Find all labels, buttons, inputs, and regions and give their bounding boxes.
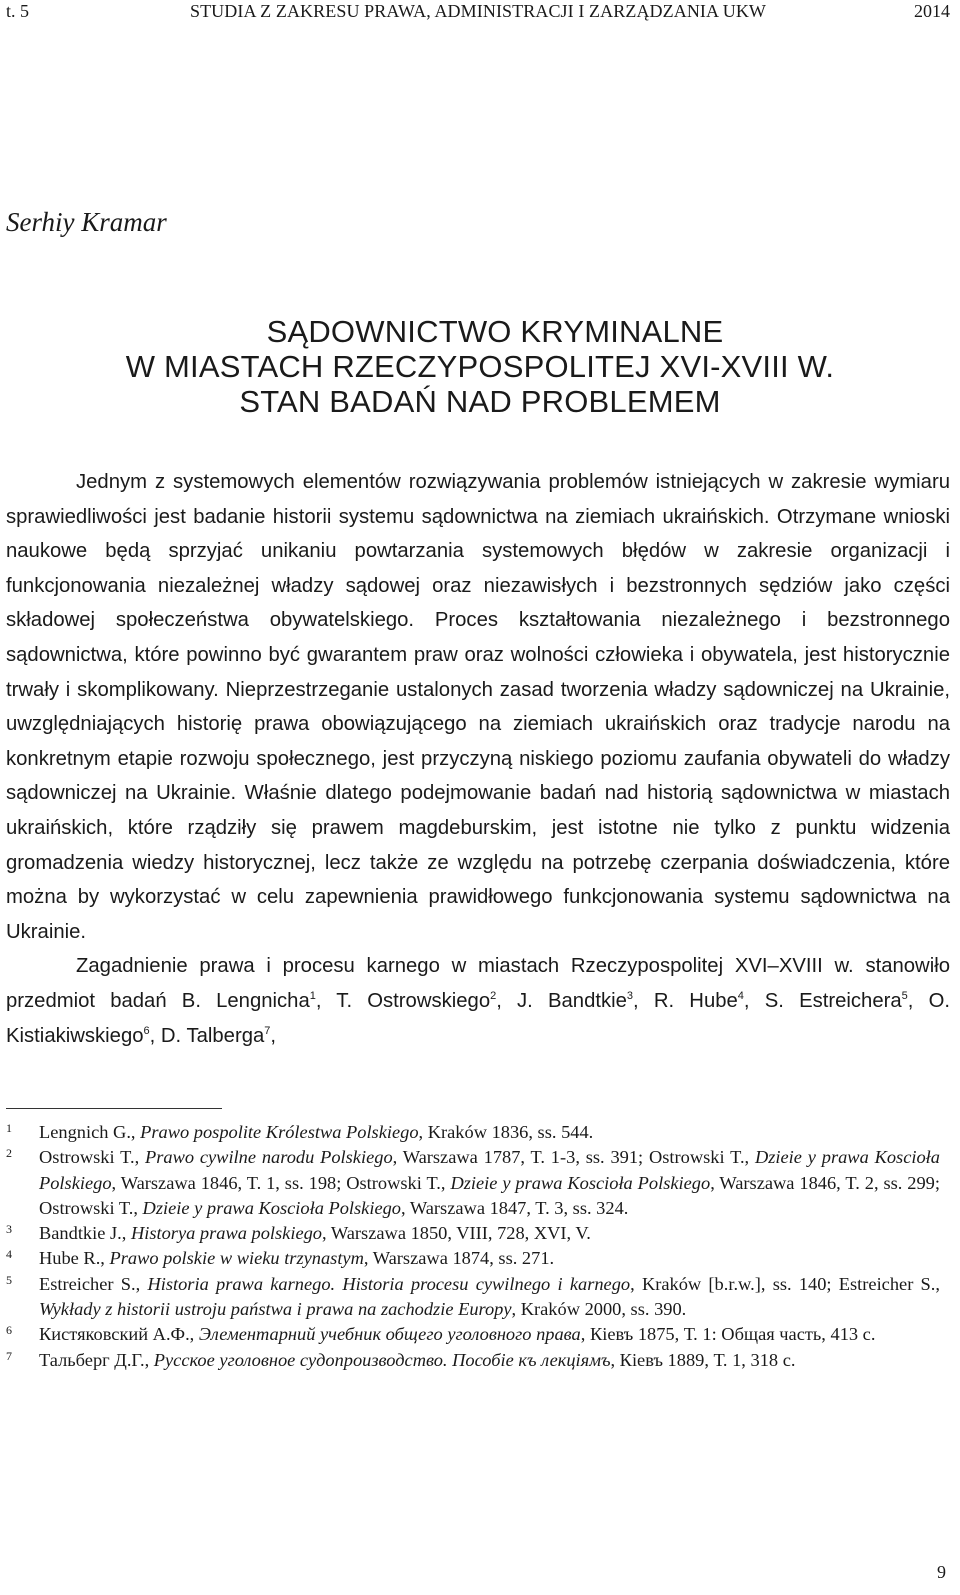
footnote-text: , Warszawa 1847, T. 3, ss. 324. bbox=[401, 1197, 629, 1218]
footnote-number: 6 bbox=[6, 1323, 12, 1338]
footnote-5 bbox=[6, 1272, 940, 1323]
footnote-number: 3 bbox=[6, 1222, 12, 1237]
footnote-work-title: Prawo polskie w wieku trzynastym bbox=[109, 1248, 364, 1269]
footnote-text: , Warszawa 1850, VIII, 728, XVI, V. bbox=[322, 1223, 591, 1244]
footnote-work-title: Dzieie y prawa Koscioła Polskiego bbox=[39, 1147, 940, 1193]
footnote-work-title: Dzieie y prawa Koscioła Polskiego bbox=[142, 1197, 402, 1218]
footnote-1 bbox=[6, 1120, 940, 1145]
footnote-4 bbox=[6, 1246, 940, 1271]
footnote-6 bbox=[6, 1322, 940, 1347]
volume-label: t. 5 bbox=[6, 1, 30, 21]
footnote-ref-4[interactable]: 4 bbox=[737, 990, 744, 1003]
body-text-segment: Zagadnienie prawa i procesu karnego w miastach Rzeczypospolitej XVI–XVIII w. stanowiło przedmiot badań B. Lengnicha bbox=[6, 955, 950, 1012]
footnote-text: , Warszawa 1874, ss. 271. bbox=[363, 1248, 555, 1269]
footnote-text: , Warszawa 1846, T. 1, ss. 198; Ostrowski T., bbox=[111, 1172, 451, 1193]
footnote-text: , Kraków 1836, ss. 544. bbox=[418, 1122, 594, 1142]
body-text-segment: , bbox=[270, 1024, 277, 1047]
footnote-ref-6[interactable]: 6 bbox=[143, 1024, 150, 1037]
footnote-ref-7[interactable]: 7 bbox=[264, 1024, 271, 1037]
footnote-ref-3[interactable]: 3 bbox=[626, 990, 634, 1003]
footnote-number: 1 bbox=[6, 1121, 12, 1135]
footnote-separator bbox=[6, 1108, 222, 1109]
footnotes bbox=[6, 1120, 940, 1373]
footnote-number: 4 bbox=[6, 1247, 12, 1262]
body-text-segment: , T. Ostrowskiego bbox=[315, 989, 491, 1012]
footnote-ref-5[interactable]: 5 bbox=[901, 990, 908, 1003]
footnote-work-title: Prawo cywilne narodu Polskiego bbox=[144, 1147, 393, 1168]
footnote-text: Bandtkie J., bbox=[39, 1223, 131, 1244]
footnote-text: Ostrowski T., bbox=[39, 1147, 145, 1168]
journal-title: STUDIA Z ZAKRESU PRAWA, ADMINISTRACJI I ZARZĄDZANIA UKW bbox=[189, 1, 767, 21]
footnote-text: Тальберг Д.Г., bbox=[39, 1349, 154, 1370]
footnote-work-title: Prawo pospolite Królestwa Polskiego bbox=[140, 1122, 419, 1142]
body-text-segment: , S. Estreichera bbox=[743, 989, 902, 1012]
footnote-text: , Кiевъ 1875, Т. 1: Общая часть, 413 с. bbox=[580, 1324, 876, 1345]
body-text-segment: , R. Hube bbox=[633, 989, 738, 1012]
running-header bbox=[6, 0, 950, 24]
footnote-text: , Кiевъ 1889, Т. 1, 318 с. bbox=[610, 1349, 796, 1370]
footnote-number: 2 bbox=[6, 1146, 12, 1161]
footnote-number: 7 bbox=[6, 1348, 12, 1363]
footnote-ref-1[interactable]: 1 bbox=[309, 990, 316, 1003]
body-paragraph-1: Jednym z systemowych elementów rozwiązywania problemów istniejących w zakresie wymiaru sprawiedliwości jest badanie historii systemu sądownictwa na ziemiach ukraińskich. Otrzymane wnioski naukowe będą sprzyjać unikaniu powtarzania systemowych błędów w zakresie organizacji i funkcjonowania niezależnej władzy sądowej oraz niezawisłych i bezstronnych sędziów jako części składowej społeczeństwa obywatelskiego. Proces kształtowania niezależnego i bezstronnego sądownictwa, które powinno być gwarantem praw oraz wolności człowieka i obywatela, jest historycznie trwały i skomplikowany. Nieprzestrzeganie ustalonych zasad tworzenia władzy sądowniczej na Ukrainie, uwzględniających historię prawa obowiązującego na ziemiach ukraińskich oraz tradycje narodu na konkretnym etapie rozwoju społecznego, jest przyczyną niskiego poziomu zaufania obywateli do władzy sądowniczej na Ukrainie. Właśnie dlatego podejmowanie badań nad historią sądownictwa w miastach ukraińskich, które rządziły się prawem magdeburskim, jest istotne nie tylko z punktu widzenia gromadzenia wiedzy historycznej, lecz także ze względu na potrzebę czerpania doświadczenia, które można by wykorzystać w celu zapewnienia prawidłowego funkcjonowania systemu sądownictwa na Ukrainie. bbox=[6, 471, 950, 943]
footnote-2 bbox=[6, 1145, 940, 1221]
footnote-work-title: Wykłady z historii ustroju państwa i prawa na zachodzie Europy bbox=[39, 1299, 512, 1320]
article-body bbox=[6, 465, 950, 1053]
body-paragraph-2 bbox=[6, 949, 950, 1053]
year-label: 2014 bbox=[914, 1, 950, 21]
footnote-work-title: Русское уголовное судопроизводство. Пособiе къ лекцiямъ bbox=[153, 1349, 611, 1370]
footnote-text: Estreicher S., bbox=[39, 1273, 148, 1294]
footnote-work-title: Historia prawa karnego. Historia procesu cywilnego i karnego bbox=[147, 1273, 631, 1294]
author-name: Serhiy Kramar bbox=[6, 207, 167, 237]
body-text-segment: , D. Talberga bbox=[149, 1024, 265, 1047]
footnote-text: , Kraków 2000, ss. 390. bbox=[511, 1299, 687, 1320]
footnote-text: Кистяковский А.Ф., bbox=[39, 1324, 199, 1345]
footnote-number: 5 bbox=[6, 1272, 12, 1287]
footnote-text: Hube R., bbox=[39, 1248, 110, 1269]
footnote-work-title: Historya prawa polskiego bbox=[130, 1223, 323, 1244]
footnote-3 bbox=[6, 1221, 940, 1246]
footnote-text: Lengnich G., bbox=[39, 1122, 141, 1142]
page-number: 9 bbox=[937, 1562, 946, 1582]
title-line-2: W MIASTACH RZECZYPOSPOLITEJ XVI-XVIII W. bbox=[125, 349, 835, 384]
footnote-text: , Warszawa 1846, T. 2, ss. 299; Ostrowski T., bbox=[39, 1172, 940, 1218]
body-text-segment: , J. Bandtkie bbox=[496, 989, 627, 1012]
title-line-1: SĄDOWNICTWO KRYMINALNE bbox=[266, 314, 724, 349]
footnote-7 bbox=[6, 1348, 940, 1373]
footnote-text: , Warszawa 1787, T. 1-3, ss. 391; Ostrowski T., bbox=[392, 1147, 755, 1168]
footnote-work-title: Элементарний учебник общего уголовного права bbox=[198, 1324, 581, 1345]
footnote-work-title: Dzieie y prawa Koscioła Polskiego bbox=[450, 1172, 711, 1193]
article-title bbox=[0, 314, 960, 419]
footnote-text: , Kraków [b.r.w.], ss. 140; Estreicher S., bbox=[630, 1273, 940, 1294]
footnote-ref-2[interactable]: 2 bbox=[490, 990, 497, 1003]
title-line-3: STAN BADAŃ NAD PROBLEMEM bbox=[239, 384, 721, 419]
body-text-segment: , O. Kistiakiwskiego bbox=[6, 989, 950, 1047]
